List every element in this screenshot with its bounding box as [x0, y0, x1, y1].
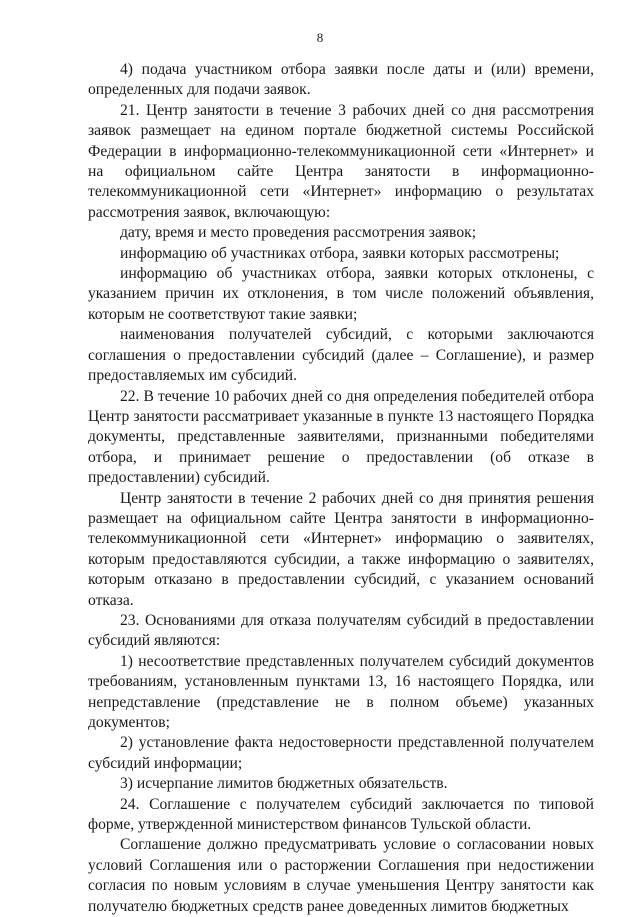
- paragraph-refusal-reason-1: 1) несоответствие представленных получателем субсидий документов требованиям, установленным пунктами 13, 16 настоящего Порядка, или непредставление (представление не в полном объеме) указанных документов;: [88, 652, 594, 731]
- page-number: 8: [316, 30, 324, 45]
- paragraph-date-time-place: дату, время и место проведения рассмотрения заявок;: [120, 224, 477, 242]
- paragraph-rejected-participants: информацию об участниках отбора, заявки которых отклонены, с указанием причин их отклонения, в том числе положений объявления, которым не соответствуют такие заявки;: [88, 265, 594, 323]
- paragraph-decision-publication: Центр занятости в течение 2 рабочих дней со дня принятия решения размещает на официальном сайте Центра занятости в информационно-телекоммуникационной сети «Интернет» информацию о заявителях, которым предоставляются субсидии, а также информацию о заявителях, которым отказано в предоставлении субсидий, с указанием оснований отказа.: [88, 489, 594, 609]
- paragraph-item-4: 4) подача участником отбора заявки после даты и (или) времени, определенных для подачи заявок.: [88, 61, 594, 99]
- paragraph-clause-22: 22. В течение 10 рабочих дней со дня определения победителей отбора Центр занятости рассматривает указанные в пункте 13 настоящего Порядка документы, представленные заявителями, признанными победителями отбора, и принимает решение о предоставлении (об отказе в предоставлении) субсидий.: [88, 387, 594, 487]
- document-body: [88, 60, 594, 917]
- paragraph-clause-24: 24. Соглашение с получателем субсидий заключается по типовой форме, утвержденной министерством финансов Тульской области.: [88, 795, 594, 834]
- paragraph-recipients-names: наименования получателей субсидий, с которыми заключаются соглашения о предоставлении субсидий (далее – Соглашение), и размер предоставляемых им субсидий.: [88, 326, 594, 385]
- paragraph-refusal-reason-3: 3) исчерпание лимитов бюджетных обязательств.: [120, 775, 448, 793]
- paragraph-reviewed-participants: информацию об участниках отбора, заявки которых рассмотрены;: [120, 244, 560, 262]
- paragraph-clause-23: 23. Основаниями для отказа получателям субсидий в предоставлении субсидий являются:: [88, 611, 594, 650]
- paragraph-clause-21: 21. Центр занятости в течение 3 рабочих дней со дня рассмотрения заявок размещает на едином портале бюджетной системы Российской Федерации в информационно-телекоммуникационной сети «Интернет» и на официальном сайте Центра занятости в информационно-телекоммуникационной сети «Интернет» информацию о результатах рассмотрения заявок, включающую:: [88, 101, 594, 221]
- paragraph-refusal-reason-2: 2) установление факта недостоверности представленной получателем субсидий информации;: [88, 734, 594, 772]
- paragraph-agreement-conditions: Соглашение должно предусматривать условие о согласовании новых условий Соглашения или о расторжении Соглашения при недостижении согласия по новым условиям в случае уменьшения Центру занятости как получателю бюджетных средств ранее доведенных лимитов бюджетных: [88, 836, 594, 915]
